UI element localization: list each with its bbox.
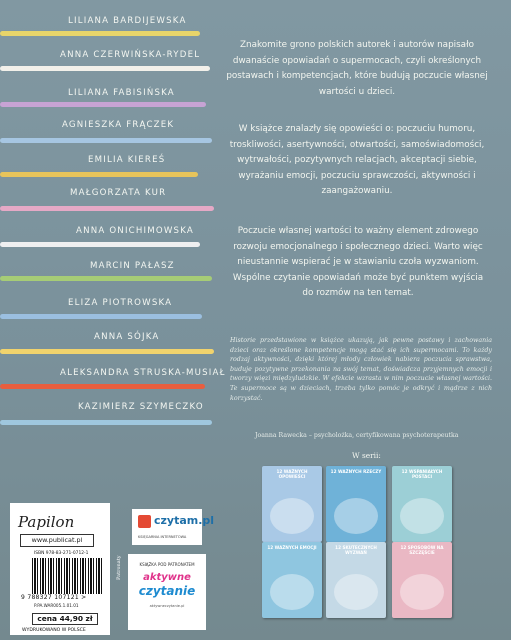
- product-code: P.PA.WAR005.1.01.01: [34, 603, 79, 608]
- publisher-url: www.publicat.pl: [20, 534, 94, 547]
- series-book-cover: [326, 542, 386, 618]
- expert-quote: Historie przedstawione w książce ukazują, jak pewne postawy i zachowania dzieci oraz określone kompetencje mogą stać się ich supermocami. To każdy rodzaj aktywności, dzięki której młody człowiek nabiera poczucia sprawstwa, buduje pozytywne przekonania na swój temat, doświadcza przyjemnych emocji i tworzy więzi międzyludzkie. W efekcie wzrasta w nim poczucie własnej wartości. Te supermoce są w dzieciach, trzeba tylko pomóc je odkryć i mądrze z nich korzystać.: [230, 337, 492, 402]
- author-name: LILIANA BARDIJEWSKA: [68, 16, 187, 26]
- czytam-badge: [132, 509, 215, 545]
- author-stripe: [0, 384, 205, 389]
- author-name: ANNA ONICHIMOWSKA: [76, 226, 194, 236]
- series-label: W serii:: [352, 451, 381, 460]
- series-book-illustration: [400, 574, 444, 610]
- series-book-cover: [392, 466, 452, 542]
- author-name: MARCIN PAŁASZ: [90, 261, 175, 271]
- series-book-title: 12 WAŻNYCH EMOCJI: [267, 545, 317, 550]
- series-book-title: 12 WSPANIAŁYCH POSTACI: [401, 469, 443, 479]
- value-paragraph: Poczucie własnej wartości to ważny element zdrowego rozwoju emocjonalnego i społecznego dzieci. Warto więc nieustannie wspierać je w stawianiu czoła wyzwaniom. Wspólne czytanie opowiadań może być punktem wyjścia do rozmów na ten temat.: [232, 226, 484, 299]
- author-name: KAZIMIERZ SZYMECZKO: [78, 402, 204, 412]
- series-book-cover: [326, 466, 386, 542]
- author-stripe: [0, 276, 212, 281]
- author-stripe: [0, 138, 212, 143]
- aktywne-czytanie-badge: [128, 554, 206, 630]
- series-book-title: 12 SKUTECZNYCH WYZWAŃ: [335, 545, 377, 555]
- series-book-cover: [392, 542, 452, 618]
- book-icon: [138, 515, 151, 528]
- author-name: ALEKSANDRA STRUSKA-MUSIAŁ: [60, 368, 226, 378]
- czytanie-label: czytanie: [138, 584, 196, 598]
- author-stripe: [0, 31, 200, 36]
- aktywne-url: aktywneczytanie.pl: [149, 604, 185, 608]
- price-label: cena 44,90 zł: [32, 613, 98, 625]
- patronat-label: Patronaty: [116, 555, 122, 580]
- author-name: ANNA CZERWIŃSKA-RYDEL: [60, 50, 201, 60]
- barcode: [32, 558, 102, 594]
- intro-paragraph: Znakomite grono polskich autorek i autorów napisało dwanaście opowiadań o supermocach, czyli określonych postawach i kompetencjach, które budują poczucie własnej wartości u dzieci.: [226, 40, 488, 97]
- quote-signature: Joanna Rawecka – psycholożka, certyfikowana psychoterapeutka: [255, 432, 459, 439]
- series-book-title: 12 WAŻNYCH OPOWIEŚCI: [276, 469, 308, 479]
- topics-paragraph: W książce znalazły się opowieści o: poczuciu humoru, troskliwości, asertywności, otwartości, samoświadomości, wytrwałości, pozytywnych relacjach, akceptacji siebie, wyrażaniu emocji, poczuciu sprawczości, aktywności i zaangażowaniu.: [229, 124, 485, 197]
- isbn-label: ISBN 978-83-271-0712-1: [34, 551, 89, 556]
- author-stripe: [0, 206, 214, 211]
- author-stripe: [0, 420, 212, 425]
- series-book-title: 12 WAŻNYCH RZECZY: [330, 469, 382, 474]
- series-book-cover: [262, 466, 322, 542]
- author-name: ELIZA PIOTROWSKA: [68, 298, 173, 308]
- author-name: AGNIESZKA FRĄCZEK: [62, 120, 175, 130]
- aktywne-label: aktywne: [143, 572, 191, 583]
- author-name: ANNA SÓJKA: [94, 332, 160, 342]
- author-stripe: [0, 66, 210, 71]
- series-book-illustration: [400, 498, 444, 534]
- series-book-illustration: [270, 498, 314, 534]
- author-stripe: [0, 102, 206, 107]
- series-book-title: 12 SPOSOBÓW NA SZCZĘŚCIE: [400, 545, 444, 555]
- czytam-title: czytam.pl: [154, 514, 215, 527]
- series-book-illustration: [270, 574, 314, 610]
- series-book-illustration: [334, 574, 378, 610]
- series-book-cover: [262, 542, 322, 618]
- author-name: MAŁGORZATA KUR: [70, 188, 167, 198]
- barcode-digits: 9 788327 107121 >: [21, 594, 87, 601]
- printed-in-label: WYDRUKOWANO W POLSCE: [22, 628, 86, 633]
- czytam-subtitle: KSIĘGARNIA INTERNETOWA: [138, 535, 187, 539]
- author-stripe: [0, 242, 200, 247]
- author-stripe: [0, 172, 198, 177]
- patronage-label: KSIĄŻKA POD PATRONATEM: [139, 562, 195, 567]
- series-book-illustration: [334, 498, 378, 534]
- author-stripe: [0, 314, 202, 319]
- author-name: EMILIA KIEREŚ: [88, 155, 166, 165]
- publisher-logo: Papilon: [18, 513, 75, 531]
- author-stripe: [0, 349, 214, 354]
- author-name: LILIANA FABISIŃSKA: [68, 88, 175, 98]
